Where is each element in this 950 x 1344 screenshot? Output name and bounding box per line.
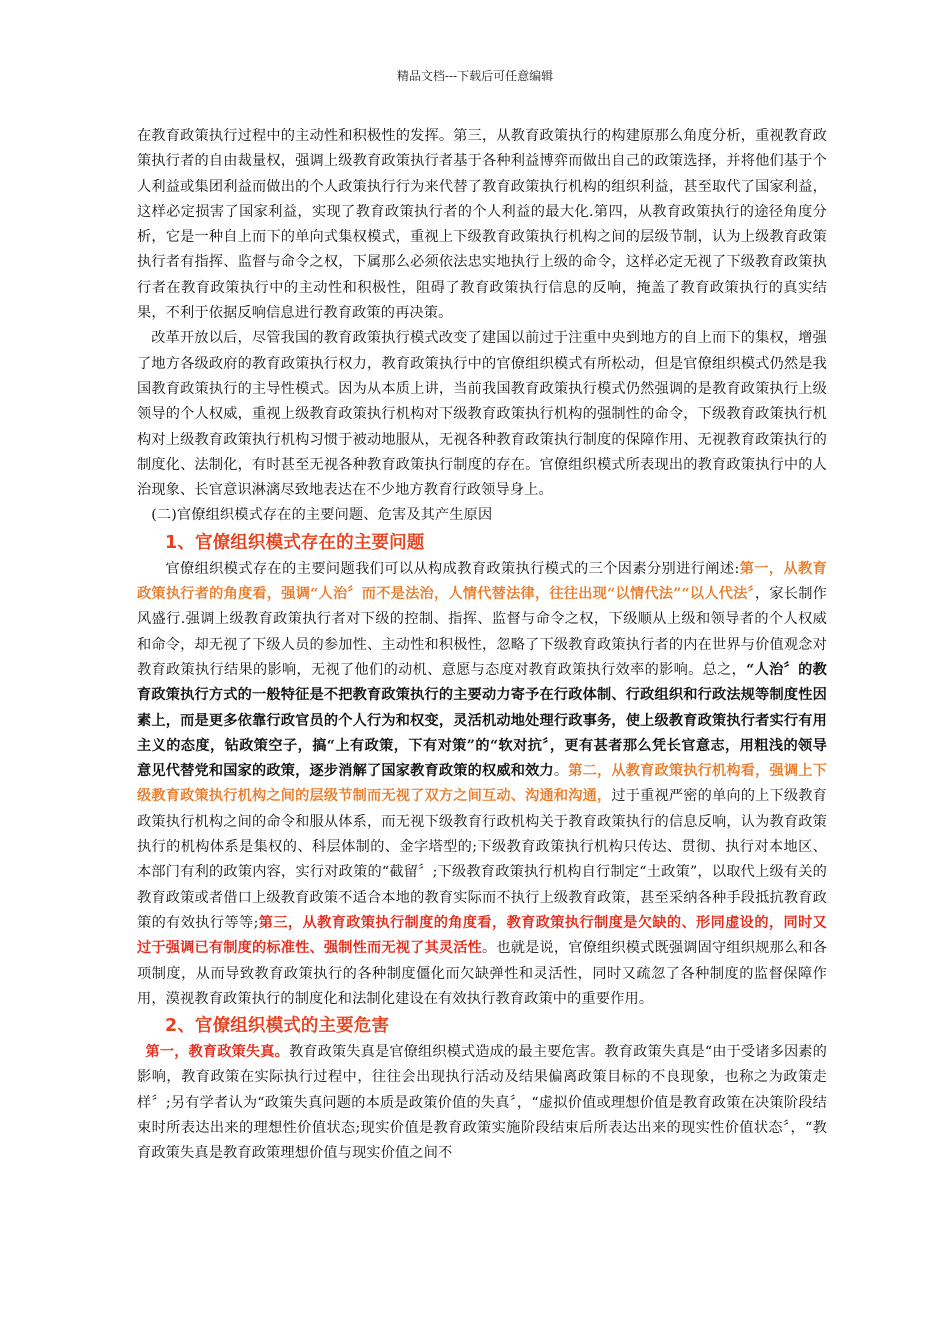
paragraph-4 (137, 557, 827, 1012)
paragraph-1: 在教育政策执行过程中的主动性和积极性的发挥。第三，从教育政策执行的构建原那么角度分析，重视教育政策执行者的自由裁量权，强调上级教育政策执行者基于各种利益博弈而做出自己的政策选择，并将他们基于个人利益或集团利益而做出的个人政策执行行为来代替了教育政策执行机构的组织利益，甚至取代了国家利益，这样必定损害了国家利益，实现了教育政策执行者的个人利益的最大化.第四，从教育政策执行的途径角度分析，它是一种自上而下的单向式集权模式，重视上下级教育政策执行机构之间的层级节制，认为上级教育政策执行者有指挥、监督与命令之权，下属那么必须依法忠实地执行上级的命令，这样必定无视了下级教育政策执行者在教育政策执行中的主动性和积极性，阻碍了教育政策执行信息的反响，掩盖了教育政策执行的真实结果，不利于依据反响信息进行教育政策的再决策。 (137, 128, 827, 322)
p4-third-point: 第三，从教育政策执行制度的角度看，教育政策执行制度是欠缺的、形同虚设的，同时又过于强调已有制度的标准性、强制性而无视了其灵活性 (137, 914, 827, 957)
p4-second-point: 第二，从教育政策执行机构看，强调上下级教育政策执行机构之间的层级节制而无视了双方之间互动、沟通和沟通， (137, 763, 828, 805)
paragraph-2: 改革开放以后，尽管我国的教育政策执行模式改变了建国以前过于注重中央到地方的自上而下的集权，增强了地方各级政府的教育政策执行权力，教育政策执行中的官僚组织模式有所松动，但是官僚组织模式仍然是我国教育政策执行的主导性模式。因为从本质上讲，当前我国教育政策执行模式仍然强调的是教育政策执行上级领导的个人权威，重视上级教育政策执行机构对下级教育政策执行机构的强制性的命令，下级教育政策执行机构对上级教育政策执行机构习惯于被动地服从，无视各种教育政策执行制度的保障作用、无视教育政策执行的制度化、法制化，有时甚至无视各种教育政策执行制度的存在。官僚组织模式所表现出的教育政策执行中的人治现象、长官意识淋漓尽致地表达在不少地方教育行政领导身上。 (137, 330, 827, 499)
p4-text-2: 过于重视严密的单向的上下级教育政策执行机构之间的命令和服从体系，而无视下级教育行政机构关于教育政策执行的信息反响，认为教育政策执行的机构体系是集权的、科层体制的、金字塔型的;下级教育政策执行机构只传达、贯彻、执行对本地区、本部门有利的政策内容，实行对政策的“截留〞;下级教育政策执行机构自行制定“土政策”，以取代上级有关的教育政策或者借口上级教育政策不适合本地的教育实际而不执行上级教育政策，甚至采纳各种手段抵抗教育政策的有效执行等等; (137, 788, 827, 931)
p4-text-1: ，家长制作风盛行.强调上级教育政策执行者对下级的控制、指挥、监督与命令之权，下级顺从上级和领导者的个人权威和命令，却无视了下级人员的参加性、主动性和积极性，忽略了下级教育政策执行者的内在世界与价值观念对教育政策执行结果的影响，无视了他们的动机、意愿与态度对教育政策执行效率的影响。总之， (137, 586, 827, 678)
page-header: 精品文档---下载后可任意编辑 (396, 69, 554, 83)
p4-bold-summary: “人治〞的教育政策执行方式的一般特征是不把教育政策执行的主要动力寄予在行政体制、行政组织和行政法规等制度性因素上，而是更多依靠行政官员的个人行为和权变，灵活机动地处理行政事务，使上级教育政策执行者实行有用主义的态度，钻政策空子，搞“上有政策，下有对策”的“软对抗〞，更有甚者那么凭长官意志，用粗浅的领导意见代替党和国家的政策，逐步消解了国家教育政策的权威和效力 (137, 661, 828, 780)
p4-intro: 官僚组织模式存在的主要问题我们可以从构成教育政策执行模式的三个因素分别进行阐述: (165, 560, 740, 577)
p5-first-point: 第一，教育政策失真。 (145, 1044, 289, 1061)
subsection-heading: (二)官僚组织模式存在的主要问题、危害及其产生原因 (151, 507, 493, 524)
paragraph-5 (137, 1040, 827, 1166)
p4-period: 。 (553, 763, 569, 780)
p5-text: 教育政策失真是官僚组织模式造成的最主要危害。教育政策失真是“由于受诸多因素的影响，教育政策在实际执行过程中，往往会出现执行活动及结果偏离政策目标的不良现象，也称之为政策走样〞;另有学者认为“政策失真问题的本质是政策价值的失真〞，“虚拟价值或理想价值是教育政策在决策阶段结束时所表达出来的理想性价值状态;现实价值是教育政策实施阶段结束后所表达出来的现实性价值状态〞，“教育政策失真是教育政策理想价值与现实价值之间不 (137, 1044, 827, 1162)
section-heading-2: 2、官僚组织模式的主要危害 (165, 1016, 390, 1037)
document-body (137, 124, 827, 1167)
p4-text-3: 。也就是说，官僚组织模式既强调固守组织规那么和各项制度，从而导致教育政策执行的各种制度僵化而欠缺弹性和灵活性，同时又疏忽了各种制度的监督保障作用，漠视教育政策执行的制度化和法制化建设在有效执行教育政策中的重要作用。 (137, 940, 827, 1007)
section-heading-1: 1、官僚组织模式存在的主要问题 (165, 532, 425, 553)
p4-first-point: 第一，从教育政策执行者的角度看，强调“人治〞而不是法治，人情代替法律，往往出现“以情代法”“以人代法〞 (137, 560, 827, 603)
